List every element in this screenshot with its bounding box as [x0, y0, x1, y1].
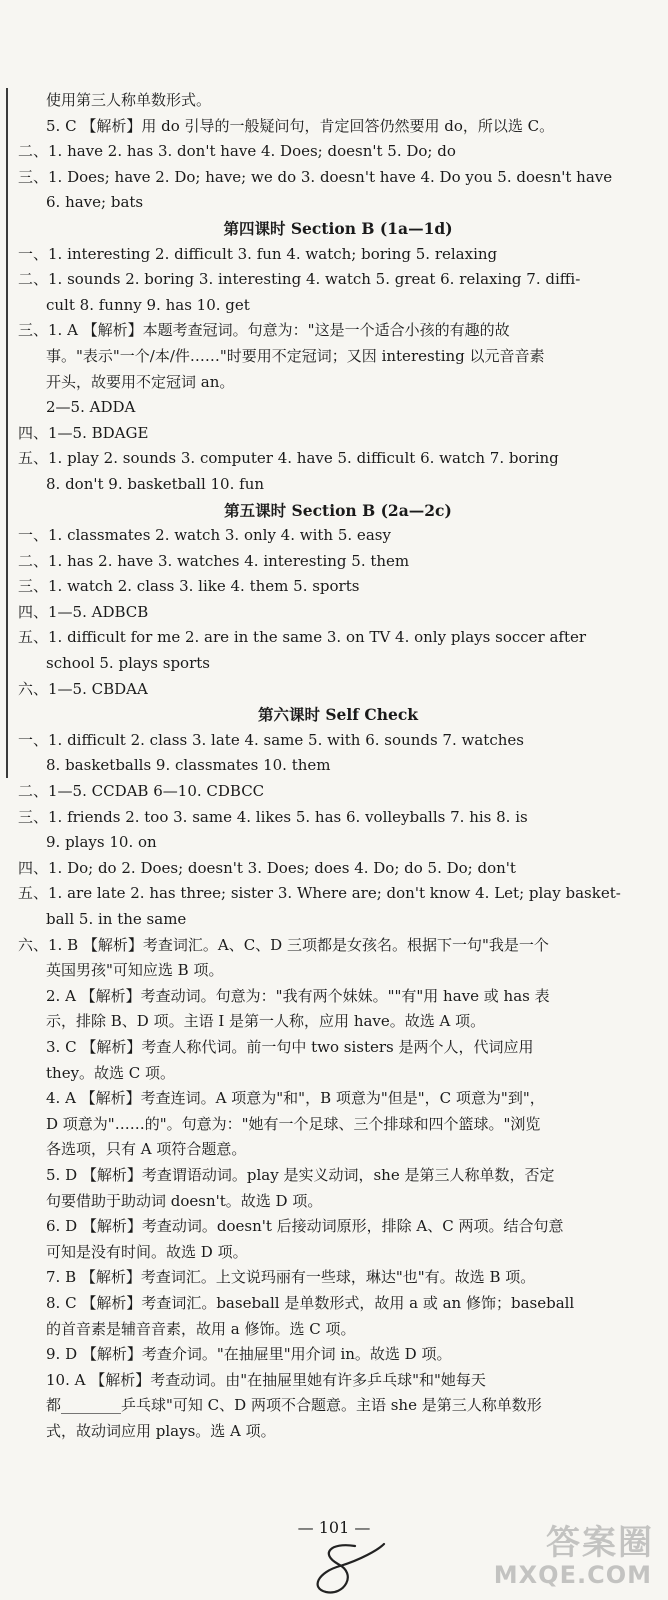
answer-line: 都________乒乓球"可知 C、D 两项不合题意。主语 she 是第三人称单数形: [46, 1396, 542, 1415]
answer-line: 六、1. B 【解析】考查词汇。A、C、D 三项都是女孩名。根据下一句"我是一个: [18, 935, 549, 954]
answer-line: 5. D 【解析】考查谓语动词。play 是实义动词，she 是第三人称单数，否定: [46, 1165, 555, 1184]
answer-line: 6. have; bats: [46, 193, 144, 212]
answer-line: 3. C 【解析】考查人称代词。前一句中 two sisters 是两个人，代词应用: [46, 1037, 534, 1056]
section-heading: 第五课时 Section B (2a—2c): [224, 500, 452, 520]
answer-line: 三、1. friends 2. too 3. same 4. likes 5. has 6. volleyballs 7. his 8. is: [18, 807, 528, 826]
handwritten-mark: [300, 1540, 390, 1600]
answer-line: 4. A 【解析】考查连词。A 项意为"和"，B 项意为"但是"，C 项意为"到"，: [46, 1089, 545, 1108]
watermark-logo: [452, 1515, 662, 1597]
answer-line: 句要借助于助动词 doesn't。故选 D 项。: [46, 1191, 323, 1210]
answer-line: 可知是没有时间。故选 D 项。: [46, 1242, 248, 1261]
section-heading: 第六课时 Self Check: [257, 705, 419, 725]
answer-line: school 5. plays sports: [46, 654, 210, 673]
answer-line: 9. plays 10. on: [46, 833, 157, 852]
answer-line: ball 5. in the same: [46, 910, 187, 928]
answer-line: 六、1—5. CBDAA: [18, 679, 148, 698]
answer-line: 五、1. difficult for me 2. are in the same 3. on TV 4. only plays soccer after: [18, 628, 587, 647]
answer-lines: [18, 88, 658, 1444]
answer-line: 五、1. play 2. sounds 3. computer 4. have 5. difficult 6. watch 7. boring: [18, 449, 559, 468]
answer-line: 三、1. Does; have 2. Do; have; we do 3. doesn't have 4. Do you 5. doesn't have: [18, 167, 613, 186]
answer-line: they。故选 C 项。: [46, 1063, 176, 1082]
answer-line: 英国男孩"可知应选 B 项。: [46, 961, 224, 980]
answer-line: 10. A 【解析】考查动词。由"在抽屉里她有许多乒乓球"和"她每天: [46, 1370, 486, 1389]
answer-line: 开头，故要用不定冠词 an。: [46, 372, 235, 391]
answer-line: 四、1—5. ADBCB: [18, 602, 149, 621]
answer-line: 5. C 【解析】用 do 引导的一般疑问句，肯定回答仍然要用 do，所以选 C。: [46, 116, 555, 135]
answer-line: cult 8. funny 9. has 10. get: [46, 295, 250, 314]
answer-line: 事。"表示"一个/本/件……"时要用不定冠词；又因 interesting 以元音音素: [46, 346, 545, 365]
answer-line: 8. don't 9. basketball 10. fun: [46, 474, 265, 493]
answer-line: 三、1. watch 2. class 3. like 4. them 5. sports: [18, 577, 360, 596]
watermark-cn: 答案圈: [546, 1523, 654, 1563]
answer-line: 四、1. Do; do 2. Does; doesn't 3. Does; does 4. Do; do 5. Do; don't: [18, 858, 516, 877]
answer-line: 的首音素是辅音音素，故用 a 修饰。选 C 项。: [46, 1319, 356, 1338]
answer-line: 二、1. sounds 2. boring 3. interesting 4. watch 5. great 6. relaxing 7. diffi-: [18, 270, 581, 289]
answer-line: 各选项，只有 A 项符合题意。: [46, 1140, 247, 1159]
answer-line: 二、1. has 2. have 3. watches 4. interesting 5. them: [18, 551, 410, 570]
answer-line: 五、1. are late 2. has three; sister 3. Where are; don't know 4. Let; play basket-: [18, 884, 621, 903]
answer-line: 8. basketballs 9. classmates 10. them: [46, 756, 331, 775]
answer-line: 一、1. difficult 2. class 3. late 4. same 5. with 6. sounds 7. watches: [18, 730, 524, 749]
answer-line: 四、1—5. BDAGE: [18, 423, 149, 442]
margin-rule: [6, 88, 8, 778]
watermark-url: MXQE.COM: [493, 1561, 652, 1589]
answer-line: D 项意为"……的"。句意为："她有一个足球、三个排球和四个篮球。"浏览: [46, 1114, 541, 1133]
answer-line: 示，排除 B、D 项。主语 I 是第一人称，应用 have。故选 A 项。: [46, 1012, 486, 1031]
answer-line: 2—5. ADDA: [46, 398, 136, 417]
answer-line: 一、1. interesting 2. difficult 3. fun 4. watch; boring 5. relaxing: [18, 244, 498, 263]
answer-line: 三、1. A 【解析】本题考查冠词。句意为："这是一个适合小孩的有趣的故: [18, 321, 510, 340]
section-heading: 第四课时 Section B (1a—1d): [223, 218, 453, 238]
answer-line: 8. C 【解析】考查词汇。baseball 是单数形式，故用 a 或 an 修饰；baseball: [46, 1293, 575, 1312]
answer-line: 一、1. classmates 2. watch 3. only 4. with 5. easy: [18, 526, 391, 545]
page-number: — 101 —: [297, 1518, 371, 1537]
answer-line: 2. A 【解析】考查动词。句意为："我有两个妹妹。""有"用 have 或 has 表: [46, 986, 550, 1005]
answer-line: 9. D 【解析】考查介词。"在抽屉里"用介词 in。故选 D 项。: [46, 1345, 452, 1364]
answer-line: 6. D 【解析】考查动词。doesn't 后接动词原形，排除 A、C 两项。结合句意: [46, 1217, 564, 1236]
answer-line: 二、1. have 2. has 3. don't have 4. Does; doesn't 5. Do; do: [18, 142, 456, 161]
answer-line: 二、1—5. CCDAB 6—10. CDBCC: [18, 782, 265, 801]
answer-line: 7. B 【解析】考查词汇。上文说玛丽有一些球，琳达"也"有。故选 B 项。: [46, 1268, 536, 1287]
answer-line: 使用第三人称单数形式。: [46, 91, 212, 109]
answer-line: 式，故动词应用 plays。选 A 项。: [46, 1421, 276, 1440]
